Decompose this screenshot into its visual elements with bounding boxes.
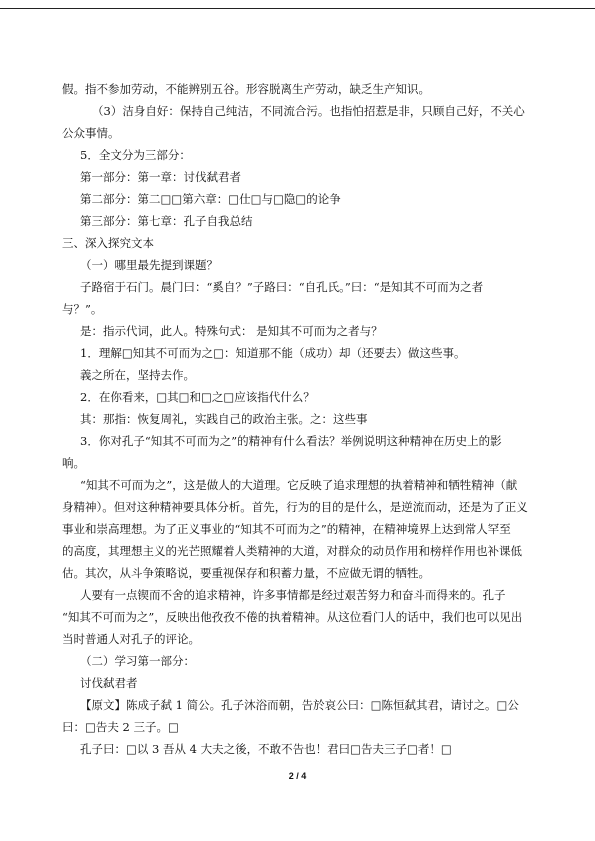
text-line: 第三部分：第七章：孔子自我总结 xyxy=(80,214,253,228)
text-line: 5．全文分为三部分： xyxy=(80,148,191,162)
text-line: 的高度，其理想主义的光芒照耀着人类精神的大道，对群众的动员作用和榜样作用也补课低 xyxy=(62,544,522,558)
text-line: 身精神）。但对这种精神要具体分析。首先，行为的目的是什么，是逆流而动，还是为了正义 xyxy=(62,500,528,514)
text-line: 响。 xyxy=(62,456,85,470)
text-line: 其：那指：恢复周礼，实践自己的政治主张。之：这些事 xyxy=(80,412,368,426)
text-line: 義之所在，坚持去作。 xyxy=(80,368,195,382)
text-line: 第二部分：第二□□第六章：□仕□与□隐□的论争 xyxy=(80,192,341,206)
text-line: 3．你对孔子“知其不可而为之”的精神有什么看法？举例说明这种精神在历史上的影 xyxy=(80,434,502,448)
document-body xyxy=(62,78,534,760)
text-line: “知其不可而为之”，这是做人的大道理。它反映了追求理想的执着精神和牺牲精神（献 xyxy=(80,478,518,492)
text-line: 与？”。 xyxy=(62,302,103,316)
page-number: 2 / 4 xyxy=(288,771,307,781)
text-line: 人要有一点锲而不舍的追求精神，许多事情都是经过艰苦努力和奋斗而得来的。孔子 xyxy=(80,588,506,602)
text-line: 曰：□告夫 2 三子。□ xyxy=(62,720,179,734)
text-line: 第一部分：第一章：讨伐弑君者 xyxy=(80,170,241,184)
text-line: 估。其次，从斗争策略说，要重视保存和积蓄力量，不应做无谓的牺牲。 xyxy=(62,566,430,580)
text-line: 孔子曰：□以 3 吾从 4 大夫之後，不敢不告也！君曰□告夫三子□者！□ xyxy=(80,742,452,756)
text-line: 【原文】陈成子弑 1 简公。孔子沐浴而朝，告於哀公曰：□陈恒弑其君，请讨之。□公 xyxy=(80,698,519,712)
text-line: 子路宿于石门。晨门曰：“奚自？”子路曰：“自孔氏。”曰：“是知其不可而为之者 xyxy=(80,280,484,294)
text-line: 1．理解□知其不可而为之□：知道那不能（成功）却（还要去）做这些事。 xyxy=(80,346,466,360)
text-line: 假。指不参加劳动，不能辨别五谷。形容脱离生产劳动，缺乏生产知识。 xyxy=(62,82,430,96)
text-line: （一）哪里最先提到课题？ xyxy=(80,258,218,272)
section-heading: 三、深入探究文本 xyxy=(62,236,154,250)
text-line: 2．在你看来，□其□和□之□应该指代什么？ xyxy=(80,390,315,404)
text-line: （二）学习第一部分： xyxy=(80,654,195,668)
header-rule xyxy=(0,8,595,9)
text-line: 公众事情。 xyxy=(62,126,120,140)
text-line: “知其不可而为之”，反映出他孜孜不倦的执着精神。从这位看门人的话中，我们也可以见出 xyxy=(62,610,523,624)
text-line: 讨伐弑君者 xyxy=(80,676,138,690)
text-line: 事业和崇高理想。为了正义事业的“知其不可而为之”的精神，在精神境界上达到常人罕至 xyxy=(62,522,511,536)
text-line: 当时普通人对孔子的评论。 xyxy=(62,632,200,646)
text-line: （3）洁身自好：保持自己纯洁，不同流合污。也指怕招惹是非，只顾自己好，不关心 xyxy=(92,104,525,118)
text-line: 是：指示代词，此人。特殊句式： 是知其不可而为之者与？ xyxy=(80,324,383,338)
